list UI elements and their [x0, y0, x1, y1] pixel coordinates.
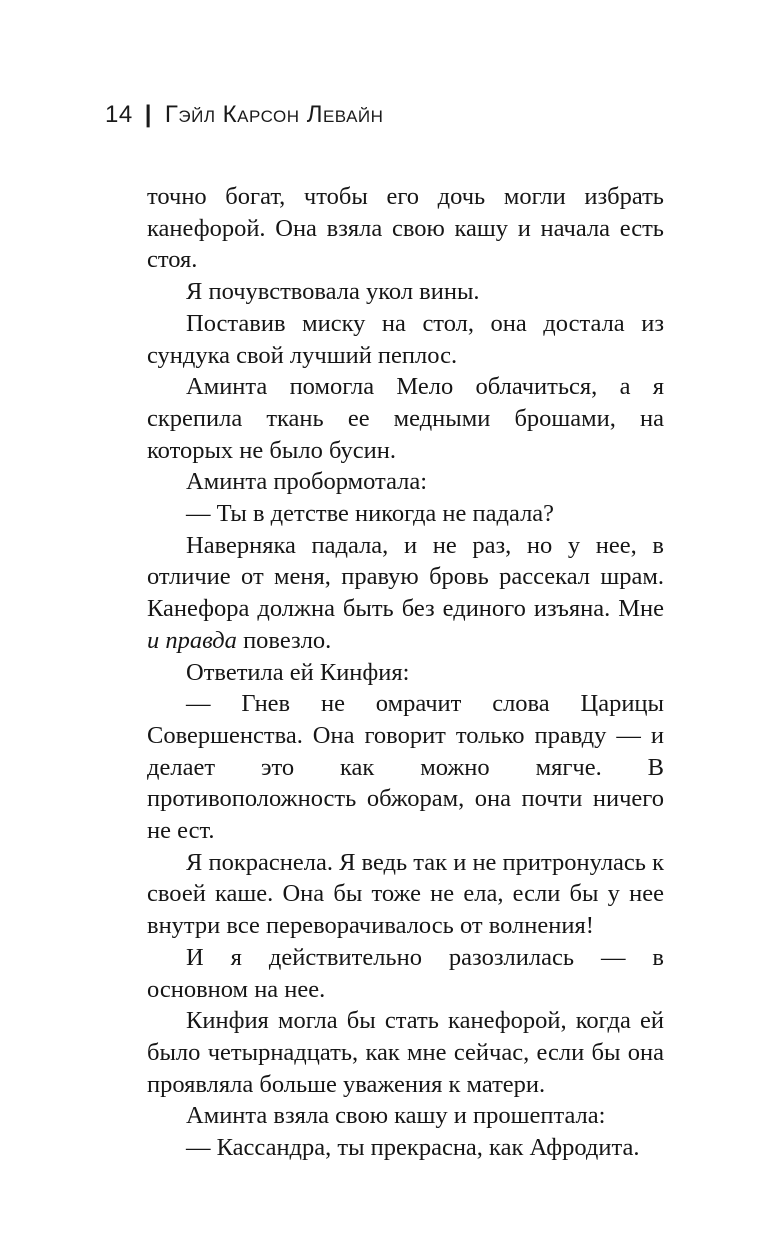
paragraph-with-emphasis — [147, 530, 664, 657]
paragraph: Кинфия могла бы стать канефорой, когда ей было четырнадцать, как мне сейчас, если бы она проявляла больше уважения к матери. — [147, 1007, 664, 1098]
author-name: Гэйл Карсон Левайн — [164, 101, 384, 128]
paragraph: Я почувствовала укол вины. — [186, 278, 480, 306]
body-text — [147, 181, 664, 1164]
paragraph-text: повезло. — [236, 626, 332, 654]
paragraph: Ответила ей Кинфия: — [186, 658, 410, 686]
emphasis-text: и правда — [147, 626, 237, 654]
running-head — [105, 101, 383, 129]
page-number: 14 — [105, 101, 133, 128]
header-separator: | — [144, 101, 152, 128]
dialogue-line: — Кассандра, ты прекрасна, как Афродита. — [186, 1134, 640, 1162]
dialogue-line: — Ты в детстве никогда не падала? — [186, 500, 555, 528]
paragraph: И я действительно разозлилась — в основном на нее. — [147, 943, 664, 1003]
paragraph: Аминта помогла Мело облачиться, а я скрепила ткань ее медными брошами, на которых не было бусин. — [147, 373, 664, 464]
paragraph: Аминта взяла свою кашу и прошептала: — [186, 1102, 606, 1130]
paragraph-text: Наверняка падала, и не раз, но у нее, в отличие от меня, правую бровь рассекал шрам. Канефора должна быть без единого изъяна. Мне — [147, 531, 664, 623]
paragraph: Поставив миску на стол, она достала из сундука свой лучший пеплос. — [147, 309, 664, 369]
dialogue-line: — Гнев не омрачит слова Царицы Совершенства. Она говорит только правду — и делает это как можно мягче. В противоположность обжорам, она почти ничего не ест. — [147, 690, 664, 845]
paragraph-continued: точно богат, чтобы его дочь могли избрать канефорой. Она взяла свою кашу и начала есть стоя. — [147, 183, 664, 274]
paragraph: Аминта пробормотала: — [186, 468, 428, 496]
paragraph: Я покраснела. Я ведь так и не притронулась к своей каше. Она бы тоже не ела, если бы у нее внутри все переворачивалось от волнения! — [147, 848, 664, 940]
